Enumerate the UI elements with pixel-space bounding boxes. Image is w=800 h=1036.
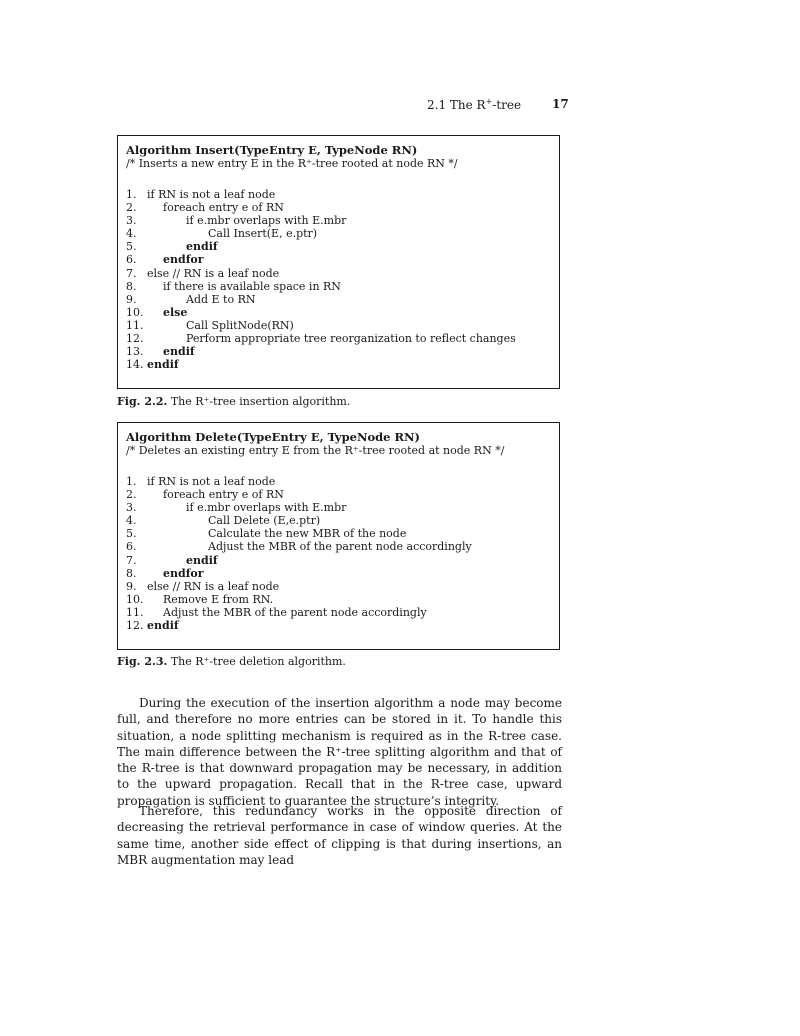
line-code: else // RN is a leaf node (147, 266, 280, 280)
caption-text: The R⁺-tree insertion algorithm. (170, 395, 351, 408)
running-header (427, 97, 569, 112)
line-code: Remove E from RN. (163, 592, 274, 606)
line-number: 13. (126, 345, 144, 359)
algorithm-description: /* Deletes an existing entry E from the R⁺-tree rooted at node RN */ (126, 444, 505, 457)
line-code: Call SplitNode(RN) (186, 318, 294, 332)
line-number: 2. (126, 201, 137, 215)
line-number: 14. (126, 358, 144, 372)
line-number: 7. (126, 266, 137, 280)
line-code: Add E to RN (186, 292, 256, 306)
line-code: endfor (163, 566, 204, 580)
line-code: endif (147, 619, 179, 633)
line-code: else // RN is a leaf node (147, 579, 280, 593)
line-code: if RN is not a leaf node (147, 475, 276, 488)
line-number: 1. (126, 475, 137, 488)
line-number: 8. (126, 566, 137, 580)
line-code: endfor (163, 253, 204, 267)
line-code: Calculate the new MBR of the node (208, 527, 407, 541)
algorithm-title: Algorithm Insert(TypeEntry E, TypeNode RN) (126, 143, 418, 157)
line-number: 9. (126, 579, 137, 593)
line-code: Perform appropriate tree reorganization to reflect changes (186, 332, 516, 346)
line-code: Call Delete (E,e.ptr) (208, 514, 321, 528)
line-number: 12. (126, 619, 144, 633)
algorithm-box-insert (117, 135, 560, 389)
line-code: endif (147, 358, 179, 372)
caption-text: The R⁺-tree deletion algorithm. (170, 655, 346, 668)
line-code: endif (163, 345, 195, 359)
line-number: 11. (126, 318, 144, 332)
line-number: 5. (126, 240, 137, 254)
body-paragraph: Therefore, this redundancy works in the opposite direction of decreasing the retrieval performance in case of window queries. At the same time, another side effect of clipping is that during insertions, an MBR augmentation may lead (117, 804, 562, 867)
line-code: endif (186, 553, 218, 567)
section-title: 2.1 The R+-tree (427, 97, 522, 112)
line-code: if e.mbr overlaps with E.mbr (186, 501, 347, 515)
line-code: Adjust the MBR of the parent node accordingly (163, 605, 427, 619)
figure-caption-2-2 (117, 395, 350, 408)
line-code: endif (186, 240, 218, 254)
line-code: else (163, 305, 188, 319)
line-number: 9. (126, 292, 137, 306)
line-number: 10. (126, 592, 144, 606)
line-code: if there is available space in RN (163, 279, 341, 293)
line-number: 10. (126, 305, 144, 319)
algorithm-description: /* Inserts a new entry E in the R⁺-tree rooted at node RN */ (126, 157, 458, 170)
line-number: 12. (126, 332, 144, 346)
line-number: 8. (126, 279, 137, 293)
figure-caption-2-3 (117, 655, 346, 668)
line-number: 7. (126, 553, 137, 567)
algorithm-title: Algorithm Delete(TypeEntry E, TypeNode RN) (126, 430, 420, 444)
line-number: 3. (126, 501, 137, 515)
line-number: 5. (126, 527, 137, 541)
line-number: 1. (126, 188, 137, 201)
page-number: 17 (552, 97, 569, 111)
line-code: foreach entry e of RN (163, 488, 284, 502)
line-number: 4. (126, 227, 137, 241)
line-code: if RN is not a leaf node (147, 188, 276, 201)
line-number: 11. (126, 605, 144, 619)
caption-label: Fig. 2.2. (117, 395, 168, 408)
line-number: 3. (126, 214, 137, 228)
line-number: 2. (126, 488, 137, 502)
line-number: 4. (126, 514, 137, 528)
line-number: 6. (126, 540, 137, 554)
algorithm-box-delete (117, 422, 560, 650)
line-number: 6. (126, 253, 137, 267)
line-code: if e.mbr overlaps with E.mbr (186, 214, 347, 228)
line-code: foreach entry e of RN (163, 201, 284, 215)
caption-label: Fig. 2.3. (117, 655, 168, 668)
line-code: Call Insert(E, e.ptr) (208, 227, 318, 241)
body-paragraph: During the execution of the insertion algorithm a node may become full, and therefore no more entries can be stored in it. To handle this situation, a node splitting mechanism is required as in the R-tree case. The main difference between the R⁺-tree splitting algorithm and that of the R-tree is that downward propagation may be necessary, in addition to the upward propagation. Recall that in the R-tree case, upward propagation is sufficient to guarantee the structure’s integrity. (117, 696, 562, 808)
line-code: Adjust the MBR of the parent node accordingly (208, 540, 472, 554)
